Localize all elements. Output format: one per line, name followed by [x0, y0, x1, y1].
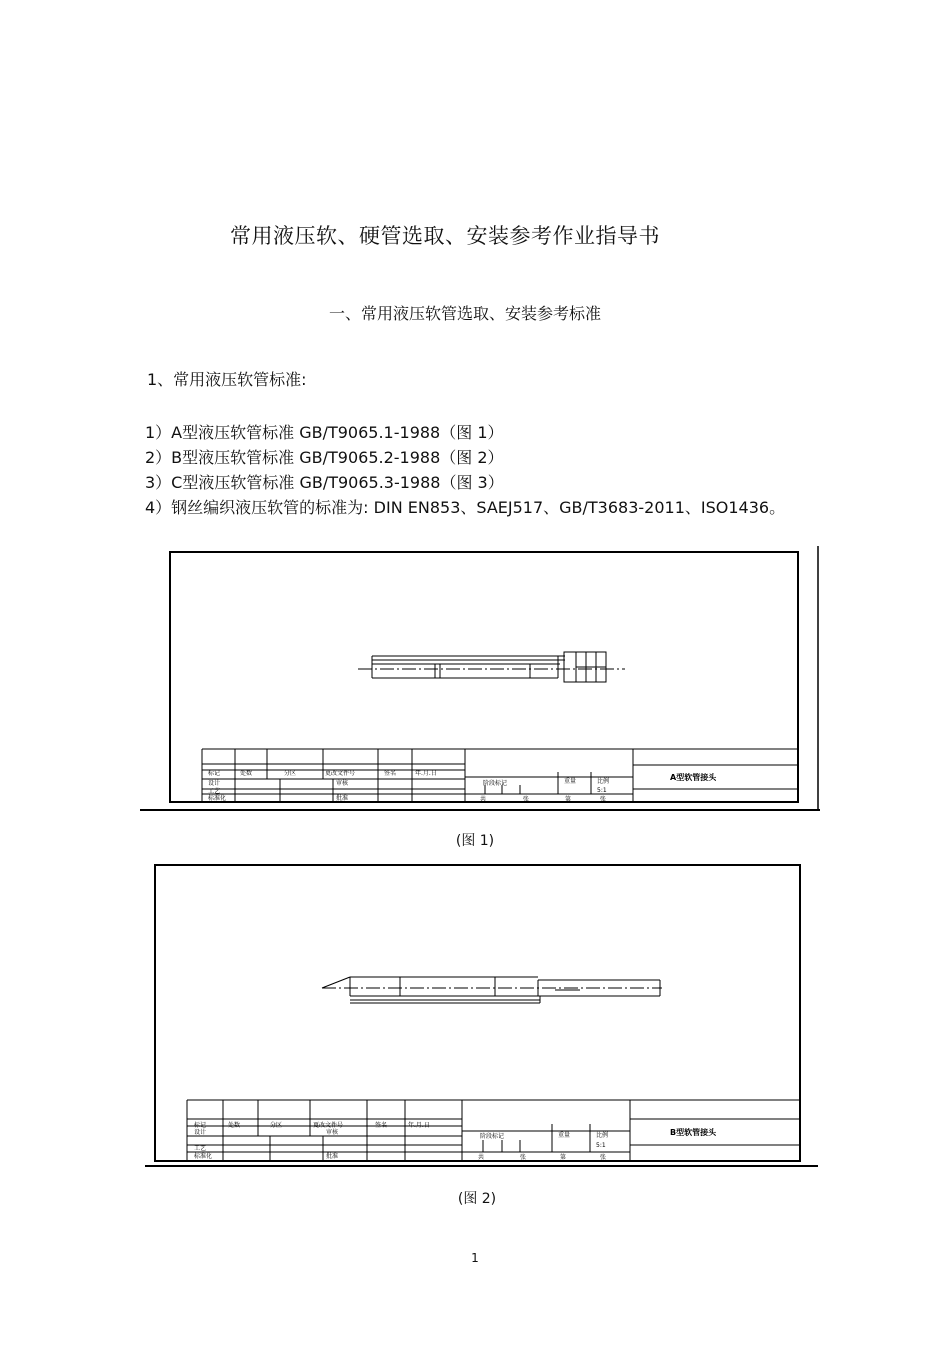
fig2-scale: 5:1 — [596, 1142, 606, 1149]
fig1-part-name: A型软管接头 — [670, 773, 717, 782]
fig2-rev-header-3: 更改文件号 — [313, 1122, 344, 1129]
figure-2-drawing — [140, 860, 825, 1172]
standard-item-b: 2）B型液压软管标准 GB/T9065.2-1988（图 2） — [145, 448, 504, 467]
fig1-rev-header-4: 签名 — [384, 770, 397, 777]
fig1-sheet-2: 第 — [565, 796, 572, 803]
fig1-info-header-2: 比例 — [597, 778, 610, 785]
fig1-info-header-1: 重量 — [564, 778, 577, 785]
figure-1-drawing — [140, 542, 825, 814]
figure-1-caption: (图 1) — [455, 833, 495, 849]
fig2-rev-header-0: 标记 — [194, 1122, 207, 1129]
standard-item-wire: 4）钢丝编织液压软管的标准为: DIN EN853、SAEJ517、GB/T3683-2011、ISO1436。 — [145, 498, 786, 517]
fig2-approval-0: 设计 — [194, 1129, 207, 1136]
fig1-approval-0: 设计 — [208, 780, 221, 787]
fig1-approval-2: 工艺 — [208, 788, 221, 795]
fig1-sheet-0: 共 — [480, 796, 487, 803]
fig2-rev-header-2: 分区 — [270, 1122, 283, 1129]
page-number: 1 — [471, 1251, 479, 1265]
document-title: 常用液压软、硬管选取、安装参考作业指导书 — [230, 224, 660, 248]
fig2-approval-3: 标准化 — [194, 1153, 213, 1160]
fig2-info-header-0: 阶段标记 — [480, 1133, 505, 1140]
fig1-rev-header-0: 标记 — [208, 770, 221, 777]
subsection-heading: 1、常用液压软管标准: — [147, 370, 307, 389]
fig2-part-name: B型软管接头 — [670, 1128, 717, 1137]
fig2-approval-1: 审核 — [326, 1129, 339, 1136]
fig1-info-header-0: 阶段标记 — [483, 780, 508, 787]
fig1-rev-header-2: 分区 — [284, 770, 297, 777]
fig1-sheet-3: 张 — [600, 796, 607, 803]
fig2-approval-4: 批准 — [326, 1153, 339, 1160]
fig1-rev-header-5: 年.月.日 — [415, 770, 437, 777]
section-heading: 一、常用液压软管选取、安装参考标准 — [328, 304, 601, 323]
fig1-sheet-1: 张 — [523, 796, 530, 803]
standard-item-c: 3）C型液压软管标准 GB/T9065.3-1988（图 3） — [145, 473, 504, 492]
fig2-rev-header-4: 签名 — [375, 1122, 388, 1129]
fig2-info-header-2: 比例 — [596, 1132, 609, 1139]
fig1-rev-header-3: 更改文件号 — [325, 770, 356, 777]
fig2-sheet-2: 第 — [560, 1154, 567, 1161]
fig2-approval-2: 工艺 — [194, 1145, 207, 1152]
fig2-info-header-1: 重量 — [558, 1132, 571, 1139]
fig2-sheet-3: 张 — [600, 1154, 607, 1161]
fig1-approval-1: 审核 — [336, 780, 349, 787]
fig1-approval-3: 标准化 — [208, 795, 227, 802]
figure-2-caption: (图 2) — [457, 1191, 497, 1207]
fig1-scale: 5:1 — [597, 787, 607, 794]
standard-item-a: 1）A型液压软管标准 GB/T9065.1-1988（图 1） — [145, 423, 504, 442]
fig2-sheet-1: 张 — [520, 1154, 527, 1161]
fig2-sheet-0: 共 — [478, 1154, 485, 1161]
fig2-rev-header-1: 处数 — [228, 1122, 241, 1129]
fig1-rev-header-1: 处数 — [240, 770, 253, 777]
fig2-rev-header-5: 年.月.日 — [408, 1122, 430, 1129]
fig1-approval-4: 批准 — [336, 795, 349, 802]
